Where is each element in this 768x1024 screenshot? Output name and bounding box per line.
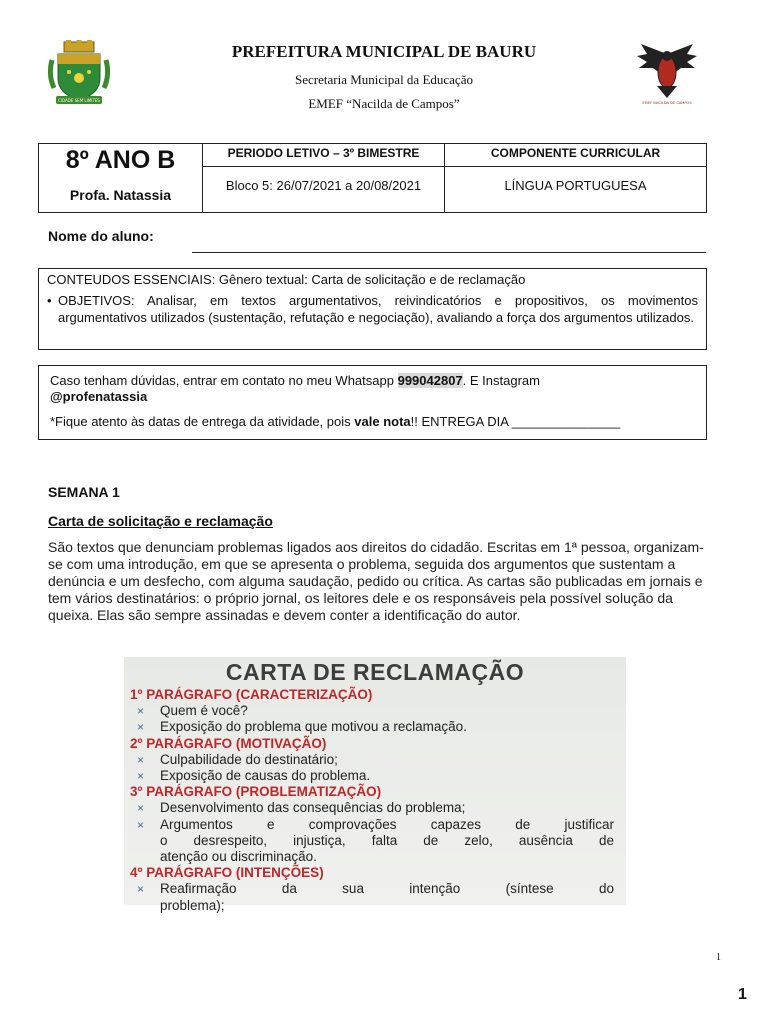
list-item: × Desenvolvimento das consequências do problema; [137,800,466,816]
essential-contents: CONTEUDOS ESSENCIAIS: Gênero textual: Carta de solicitação e de reclamação [47,272,526,287]
list-item: × Argumentos e comprovações capazes de justificar o desrespeito, injustiça, falta de zelo, ausência de atenção ou discriminação. [137,816,614,865]
component-header: COMPONENTE CURRICULAR [490,146,661,160]
delivery-note [50,414,620,429]
x-marker-icon: × [137,752,145,767]
image-title: CARTA DE RECLAMAÇÃO [225,659,525,685]
page-number-small: 1 [716,952,721,963]
header-school: EMEF “Nacilda de Campos” [308,96,460,111]
objectives-bullet: • [47,293,52,308]
class-cell [39,144,203,212]
list-item: × Quem é você? [137,703,248,719]
paragraph-4-heading: 4º PARÁGRAFO (INTENÇÕES) [130,865,324,881]
period-cell [203,144,445,212]
objectives [47,292,698,326]
contents-box [38,268,707,350]
period-header: PERIODO LETIVO – 3º BIMESTRE [227,146,420,160]
contact-text: Caso tenham dúvidas, entrar em contato no meu Whatsapp [50,373,394,388]
delivery-date-text: !! ENTREGA DIA _______________ [410,414,621,429]
list-item: × Exposição do problema que motivou a reclamação. [137,719,467,735]
header-secretaria: Secretaria Municipal da Educação [295,72,473,87]
objectives-text: OBJETIVOS: Analisar, em textos argumentativos, reivindicatórios e propositivos, os movimentos argumentativos utilizados (sustentação, refutação e negociação), avaliando a força dos argumentos utilizados. [58,293,698,325]
list-item: × Culpabilidade do destinatário; [137,751,338,767]
paragraph-3-heading: 3º PARÁGRAFO (PROBLEMATIZAÇÃO) [130,784,382,800]
component-cell [445,144,706,212]
section-title: Carta de solicitação e reclamação [48,513,273,529]
header-title: PREFEITURA MUNICIPAL DE BAURU [231,42,537,61]
whatsapp-number[interactable]: 999042807 [397,373,463,388]
student-name-line[interactable] [192,252,706,253]
teacher-name: Profa. Natassia [69,187,172,203]
x-marker-icon: × [137,801,145,816]
contact-info [50,373,695,405]
paragraph-1-heading: 1º PARÁGRAFO (CARACTERIZAÇÃO) [130,687,373,702]
body-paragraph: São textos que denunciam problemas ligados aos direitos do cidadão. Escritas em 1ª pessoa, organizam-se com uma introdução, em que se apresenta o problema, seguida dos argumentos que sustentam a denúncia e um desfecho, com alguma saudação, pedido ou crítica. As cartas são publicadas em jornais e tem vários destinatários: o próprio jornal, os leitores dele e os responsáveis pela possível solução da queixa. Elas são sempre assinadas e devem conter a identificação do autor. [48,539,704,623]
component-divider [445,166,706,167]
list-item: × Reafirmação da sua intenção (síntese do problema); [137,881,614,913]
instagram-handle[interactable]: @profenatassia [50,389,148,404]
component-value: LÍNGUA PORTUGUESA [504,178,647,193]
contact-box [38,365,707,440]
letter-structure-image [124,657,626,913]
class-info-table [38,143,707,213]
x-marker-icon: × [137,882,145,897]
right-logo-banner: EMEF NACILDA DE CAMPOS [642,101,692,105]
x-marker-icon: × [137,769,145,784]
delivery-note-bold: vale nota [354,414,411,429]
image-list [130,687,614,914]
list-item: × Exposição de causas do problema. [137,768,371,784]
period-value: Bloco 5: 26/07/2021 a 20/08/2021 [225,178,422,193]
instagram-text: . E Instagram [462,373,540,388]
delivery-note-text: *Fique atento às datas de entrega da atividade, pois [50,414,351,429]
student-name-label: Nome do aluno: [48,228,154,244]
week-title: SEMANA 1 [48,484,120,500]
page-number-large: 1 [738,986,747,1003]
x-marker-icon: × [137,720,145,735]
x-marker-icon: × [137,704,145,719]
left-logo-banner: CIDADE SEM LIMITES [58,98,100,103]
class-name: 8º ANO B [65,146,176,174]
period-divider [203,166,444,167]
x-marker-icon: × [137,817,145,832]
paragraph-2-heading: 2º PARÁGRAFO (MOTIVAÇÃO) [130,735,327,751]
